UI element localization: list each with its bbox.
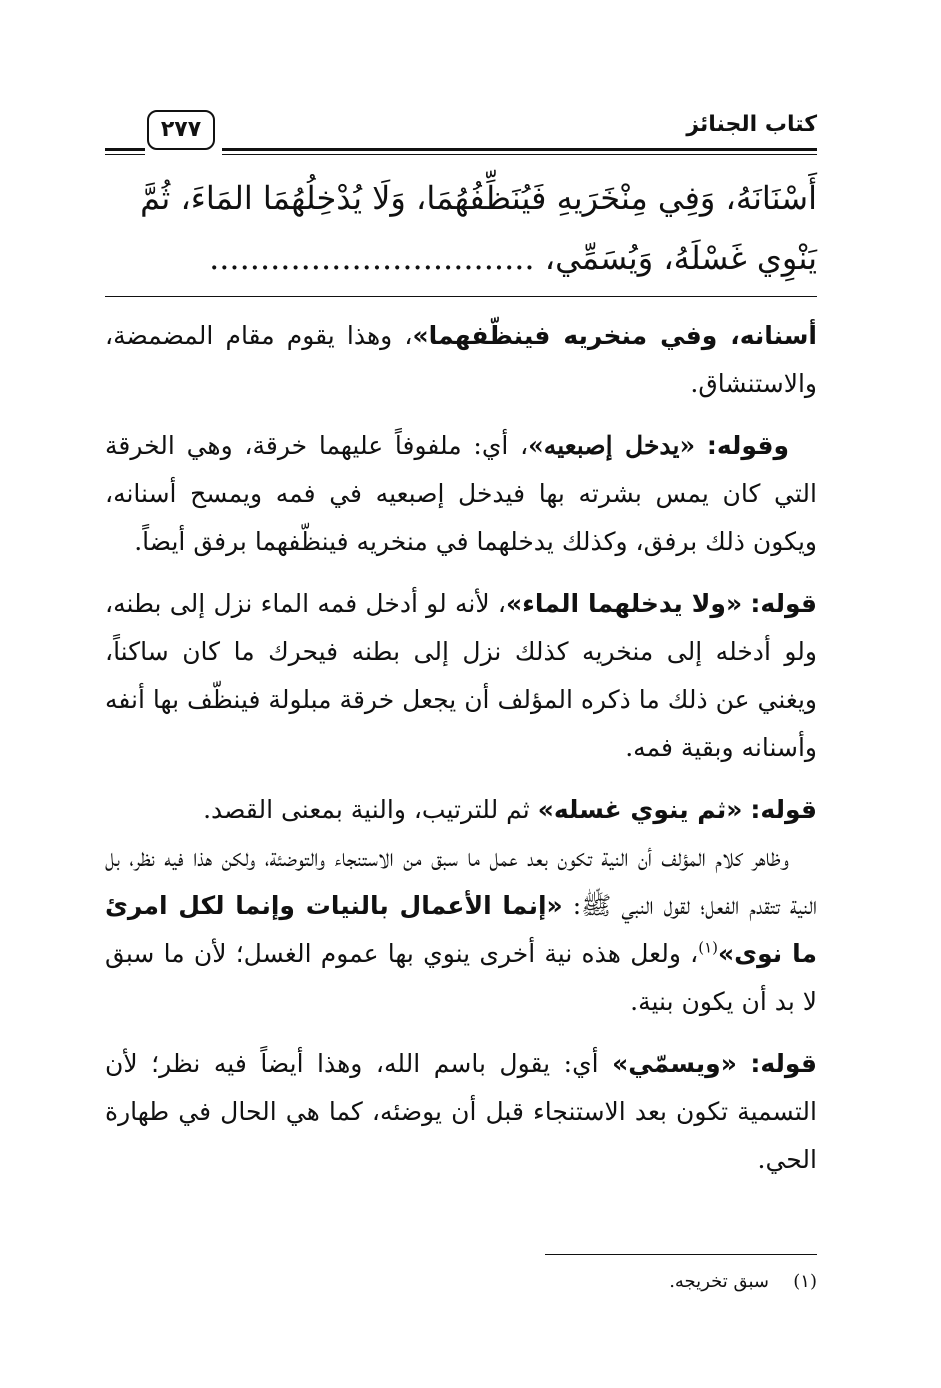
footnote <box>105 1266 817 1298</box>
paragraph-text: ثم للترتيب، والنية بمعنى القصد. <box>203 795 538 824</box>
label-qawluhu: وقوله: <box>706 431 789 460</box>
paragraph-text: ، ولعل هذه نية أخرى ينوي بها عموم الغسل؛ لأن ما سبق لا بد أن يكون بنية. <box>105 939 817 1016</box>
label-qawluhu: قوله: <box>750 1049 817 1078</box>
matn-line-1: أَسْنَانَهُ، وَفِي مِنْخَرَيهِ فَيُنَظِّفُهُمَا، وَلَا يُدْخِلُهُمَا المَاءَ، ثُمَّ <box>140 179 817 217</box>
footnote-reference[interactable]: (١) <box>698 938 718 957</box>
matn-dots: ................................ <box>209 239 535 277</box>
paragraph-text: أي: يقول باسم الله، وهذا أيضاً فيه نظر؛ لأن التسمية تكون بعد الاستنجاء قبل أن يوضئه، كما هي الحال في طهارة الحي. <box>105 1049 817 1174</box>
paragraph-text: ، أي: ملفوفاً عليهما خرقة، وهي الخرقة التي كان يمس بشرته بها فيدخل إصبعيه في فمه ويمسح أسنانه، ويكون ذلك برفق، وكذلك يدخلهما في منخريه فينظّفهما برفق أيضاً. <box>105 431 817 556</box>
quoted-matn: أسنانه، وفي منخريه فينظّفهما» <box>412 321 817 350</box>
header-rule-left <box>105 148 145 151</box>
header-rule-right-thin <box>222 154 817 155</box>
paragraph-6 <box>105 1040 817 1184</box>
matn-text <box>105 168 817 288</box>
matn-separator <box>105 296 817 297</box>
header-rule-right <box>222 148 817 151</box>
footnote-separator <box>545 1254 817 1255</box>
commentary <box>105 312 817 1198</box>
footnote-marker: (١) <box>793 1271 817 1292</box>
quoted-matn: «يدخل إصبعيه» <box>528 431 696 460</box>
paragraph-text: ، وهذا يقوم مقام المضمضة، والاستنشاق. <box>105 321 817 398</box>
paragraph-text: وظاهر كلام المؤلف أن النية تكون بعد عمل ما سبق من الاستنجاء والتوضئة، ولكن هذا فيه نظر، بل النية تتقدم الفعل؛ لقول النبي ﷺ: <box>105 843 817 920</box>
quoted-matn: «ويسمّي» <box>612 1049 737 1078</box>
paragraph-3 <box>105 580 817 772</box>
running-title: كتاب الجنائز <box>686 112 817 137</box>
quoted-matn: «ثم ينوي غسله» <box>537 795 743 824</box>
matn-line-2-text: يَنْوِي غَسْلَهُ، وَيُسَمِّي، <box>544 239 817 277</box>
page-number: ٢٧٧ <box>147 110 215 150</box>
label-qawluhu: قوله: <box>750 589 818 618</box>
paragraph-1 <box>105 312 817 408</box>
paragraph-text: ، لأنه لو أدخل فمه الماء نزل إلى بطنه، ولو أدخله إلى منخريه كذلك نزل إلى بطنه فيحرك ما كان ساكناً، ويغني عن ذلك ما ذكره المؤلف أن يجعل خرقة مبلولة فينظّف بها أنفه وأسنانه وبقية فمه. <box>105 589 817 762</box>
paragraph-5 <box>105 834 817 1026</box>
label-qawluhu: قوله: <box>750 795 817 824</box>
matn-line-2 <box>105 228 817 288</box>
paragraph-4 <box>105 786 817 834</box>
footnote-text: سبق تخريجه. <box>669 1271 769 1292</box>
quoted-matn: «ولا يدخلهما الماء» <box>505 589 743 618</box>
header-rule-left-thin <box>105 154 145 155</box>
paragraph-2 <box>105 422 817 566</box>
hadith-quote: «إنما الأعمال بالنيات وإنما لكل امرئ ما نوى» <box>105 891 817 968</box>
